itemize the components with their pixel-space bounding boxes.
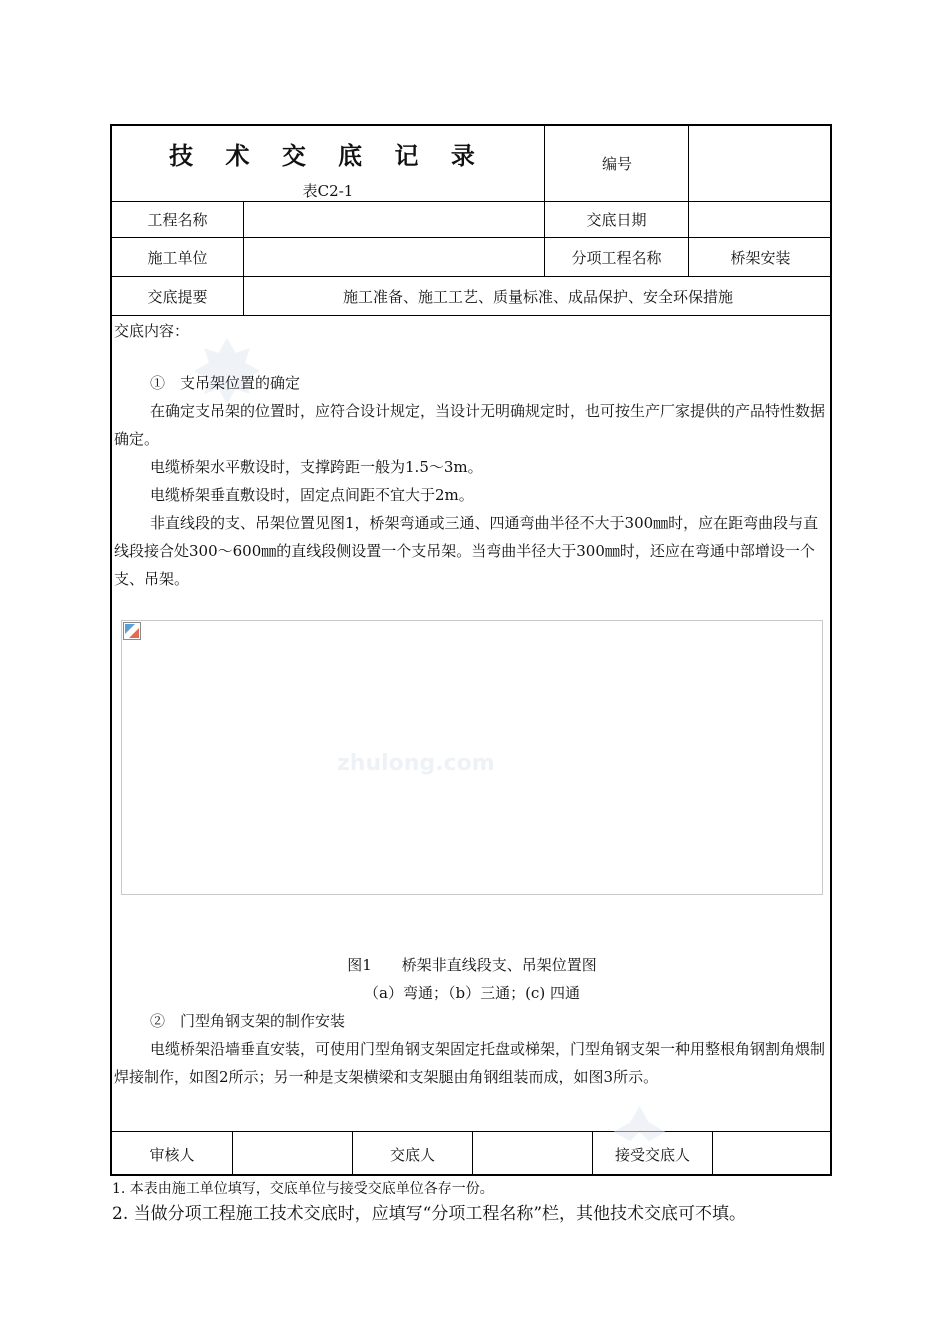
unit-field[interactable] xyxy=(244,238,544,276)
subitem-label: 分项工程名称 xyxy=(571,248,662,267)
figure-1-image xyxy=(121,620,823,895)
paragraph: 非直线段的支、吊架位置见图1，桥架弯通或三通、四通弯曲半径不大于300㎜时，应在距弯曲段与直线段接合处300～600㎜的直线段侧设置一个支吊架。当弯曲半径大于300㎜时，还应在弯通中部增设一个支、吊架。 xyxy=(114,514,819,588)
summary-label: 交底提要 xyxy=(147,287,208,306)
form-title: 技 术 交 底 记 录 xyxy=(169,141,487,170)
receiver-label: 接受交底人 xyxy=(614,1145,690,1164)
date-field[interactable] xyxy=(689,202,832,237)
project-name-field[interactable] xyxy=(244,202,544,237)
figure-caption: 图1 桥架非直线段支、吊架位置图 xyxy=(347,956,597,974)
presenter-label: 交底人 xyxy=(389,1145,435,1164)
number-field[interactable] xyxy=(689,126,832,201)
content-heading: 交底内容： xyxy=(114,322,190,340)
figure-subcaption: （a）弯通；（b）三通；(c) 四通 xyxy=(364,984,580,1002)
section-heading: ① 支吊架位置的确定 xyxy=(150,374,301,392)
date-label: 交底日期 xyxy=(586,211,647,229)
paragraph: 电缆桥架沿墙垂直安装，可使用门型角钢支架固定托盘或梯架，门型角钢支架一种用整根角钢割角煨制焊接制作，如图2所示；另一种是支架横梁和支架腿由角钢组装而成，如图3所示。 xyxy=(114,1040,826,1086)
disclosure-content xyxy=(114,317,830,593)
disclosure-form xyxy=(110,124,832,1176)
summary-field[interactable]: 施工准备、施工工艺、质量标准、成品保护、安全环保措施 xyxy=(342,287,733,306)
note-1: 1. 本表由施工单位填写，交底单位与接受交底单位各存一份。 xyxy=(112,1181,494,1197)
unit-label: 施工单位 xyxy=(147,248,208,267)
watermark-text: zhulong.com xyxy=(337,751,495,776)
divider xyxy=(544,126,545,201)
subitem-field[interactable]: 桥架安装 xyxy=(730,248,791,267)
section-heading: ② 门型角钢支架的制作安装 xyxy=(150,1012,346,1030)
reviewer-field[interactable] xyxy=(233,1132,352,1176)
note-2: 2. 当做分项工程施工技术交底时，应填写“分项工程名称”栏，其他技术交底可不填。 xyxy=(112,1204,747,1224)
presenter-field[interactable] xyxy=(473,1132,592,1176)
reviewer-label: 审核人 xyxy=(149,1145,195,1164)
paragraph: 在确定支吊架的位置时，应符合设计规定，当设计无明确规定时，也可按生产厂家提供的产品特性数据确定。 xyxy=(114,402,826,448)
receiver-field[interactable] xyxy=(713,1132,832,1176)
form-notes xyxy=(112,1178,746,1228)
broken-image-icon xyxy=(123,622,141,640)
project-name-label: 工程名称 xyxy=(147,211,208,229)
figure-captions xyxy=(114,951,830,1091)
divider xyxy=(112,315,830,316)
form-number: 表C2-1 xyxy=(302,182,354,200)
paragraph: 电缆桥架水平敷设时，支撑跨距一般为1.5～3m。 xyxy=(150,458,483,476)
paragraph: 电缆桥架垂直敷设时，固定点间距不宜大于2m。 xyxy=(150,486,474,504)
number-label: 编号 xyxy=(601,155,632,173)
